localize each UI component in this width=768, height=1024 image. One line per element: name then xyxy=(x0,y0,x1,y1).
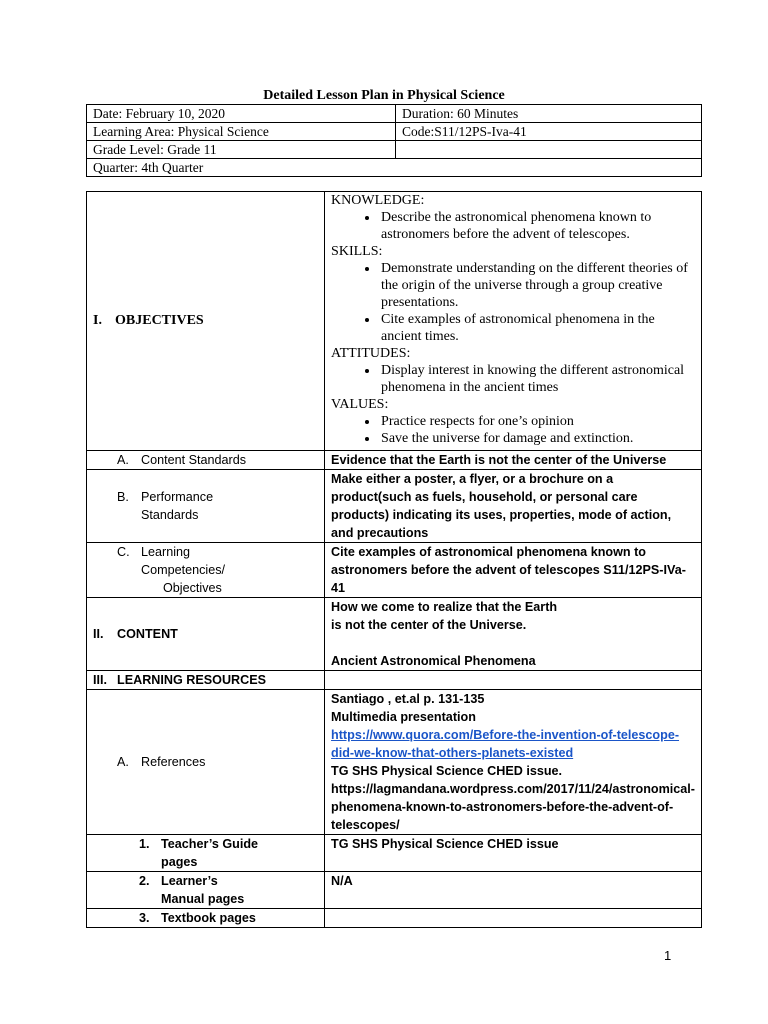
document-title: Detailed Lesson Plan in Physical Science xyxy=(263,88,505,103)
list-item: • Cite examples of astronomical phenomena in the ancient times. xyxy=(379,311,695,345)
quora-link[interactable]: https://www.quora.com/Before-the-invention-of-telescope-did-we-know-that-others-planets-existed xyxy=(331,728,680,760)
reference-line-3: TG SHS Physical Science CHED issue. xyxy=(331,764,563,778)
content-label xyxy=(87,598,325,671)
objectives-label xyxy=(87,192,325,451)
reference-line-4: https://lagmandana.wordpress.com/2017/11/24/astronomical-phenomena-known-to-astronomers-before-the-advent-of-telescopes/ xyxy=(331,782,695,832)
attitudes-list xyxy=(331,362,695,396)
references-label xyxy=(87,690,325,835)
teachers-guide-text-1: Teacher’s Guide xyxy=(161,837,259,851)
reference-line-1: Santiago , et.al p. 131-135 xyxy=(331,692,485,706)
teachers-guide-text-2: pages xyxy=(161,855,198,869)
content-line-3: Ancient Astronomical Phenomena xyxy=(331,654,536,668)
learning-area-cell: Learning Area: Physical Science xyxy=(87,123,396,141)
learners-manual-value: N/A xyxy=(325,872,702,909)
teachers-guide-row xyxy=(87,835,702,872)
list-item: • Save the universe for damage and extinction. xyxy=(379,430,695,447)
attitudes-heading: ATTITUDES: xyxy=(331,346,411,361)
content-heading: CONTENT xyxy=(117,627,178,641)
learning-competencies-row xyxy=(87,543,702,598)
textbook-marker: 3. xyxy=(139,911,150,925)
performance-standards-value: Make either a poster, a flyer, or a brochure on a product(such as fuels, household, or personal care products) indicating its uses, properties, mode of action, and precautions xyxy=(325,470,702,543)
teachers-guide-value: TG SHS Physical Science CHED issue xyxy=(325,835,702,872)
knowledge-list xyxy=(331,209,695,243)
performance-standards-text-1: Performance xyxy=(141,490,214,504)
textbook-row xyxy=(87,909,702,928)
content-line-2: is not the center of the Universe. xyxy=(331,618,527,632)
content-value xyxy=(325,598,702,671)
textbook-value xyxy=(325,909,702,928)
date-cell: Date: February 10, 2020 xyxy=(87,105,396,123)
table-row xyxy=(87,159,702,177)
learning-competencies-marker: C. xyxy=(117,545,130,559)
teachers-guide-marker: 1. xyxy=(139,837,150,851)
table-row xyxy=(87,123,702,141)
content-standards-label xyxy=(87,451,325,470)
learning-resources-heading: LEARNING RESOURCES xyxy=(117,673,267,687)
learners-manual-label xyxy=(87,872,325,909)
content-standards-text: Content Standards xyxy=(141,453,247,467)
skills-list xyxy=(331,260,695,345)
quarter-cell: Quarter: 4th Quarter xyxy=(87,159,702,177)
textbook-text: Textbook pages xyxy=(161,911,256,925)
performance-standards-marker: B. xyxy=(117,490,129,504)
performance-standards-row xyxy=(87,470,702,543)
list-item: • Display interest in knowing the different astronomical phenomena in the ancient times xyxy=(379,362,695,396)
learners-manual-marker: 2. xyxy=(139,874,150,888)
lesson-info-table xyxy=(86,104,702,177)
lesson-plan-table xyxy=(86,191,702,928)
learning-competencies-value: Cite examples of astronomical phenomena known to astronomers before the advent of telescopes S11/12PS-IVa-41 xyxy=(325,543,702,598)
list-item: • Demonstrate understanding on the different theories of the origin of the universe through a group creative presentations. xyxy=(379,260,695,311)
learning-competencies-text-3: Objectives xyxy=(163,581,222,595)
objectives-roman: I. xyxy=(93,313,102,328)
learning-resources-value xyxy=(325,671,702,690)
learners-manual-text-2: Manual pages xyxy=(161,892,245,906)
learning-resources-label xyxy=(87,671,325,690)
learners-manual-row xyxy=(87,872,702,909)
table-row xyxy=(87,141,702,159)
reference-line-2: Multimedia presentation xyxy=(331,710,476,724)
references-row xyxy=(87,690,702,835)
list-item: • Practice respects for one’s opinion xyxy=(379,413,695,430)
content-line-1: How we come to realize that the Earth xyxy=(331,600,558,614)
duration-cell: Duration: 60 Minutes xyxy=(396,105,702,123)
list-item: • Describe the astronomical phenomena known to astronomers before the advent of telescopes. xyxy=(379,209,695,243)
references-value xyxy=(325,690,702,835)
references-text: References xyxy=(141,755,206,769)
learning-competencies-text-2: Competencies/ xyxy=(141,563,225,577)
values-heading: VALUES: xyxy=(331,397,389,412)
content-roman: II. xyxy=(93,627,104,641)
performance-standards-label xyxy=(87,470,325,543)
content-standards-row xyxy=(87,451,702,470)
objectives-row xyxy=(87,192,702,451)
table-row xyxy=(87,105,702,123)
learners-manual-text-1: Learner’s xyxy=(161,874,218,888)
performance-standards-text-2: Standards xyxy=(141,508,199,522)
teachers-guide-label xyxy=(87,835,325,872)
skills-heading: SKILLS: xyxy=(331,244,383,259)
learning-resources-row xyxy=(87,671,702,690)
empty-cell xyxy=(396,141,702,159)
objectives-cell xyxy=(325,192,702,451)
page-number: 1 xyxy=(664,948,672,963)
knowledge-heading: KNOWLEDGE: xyxy=(331,193,425,208)
textbook-label xyxy=(87,909,325,928)
learning-resources-roman: III. xyxy=(93,673,107,687)
grade-level-cell: Grade Level: Grade 11 xyxy=(87,141,396,159)
learning-competencies-text-1: Learning xyxy=(141,545,191,559)
content-row xyxy=(87,598,702,671)
references-marker: A. xyxy=(117,755,129,769)
content-standards-value: Evidence that the Earth is not the center of the Universe xyxy=(325,451,702,470)
objectives-heading: OBJECTIVES xyxy=(115,313,204,328)
learning-competencies-label xyxy=(87,543,325,598)
code-cell: Code:S11/12PS-Iva-41 xyxy=(396,123,702,141)
values-list xyxy=(331,413,695,447)
content-standards-marker: A. xyxy=(117,453,129,467)
